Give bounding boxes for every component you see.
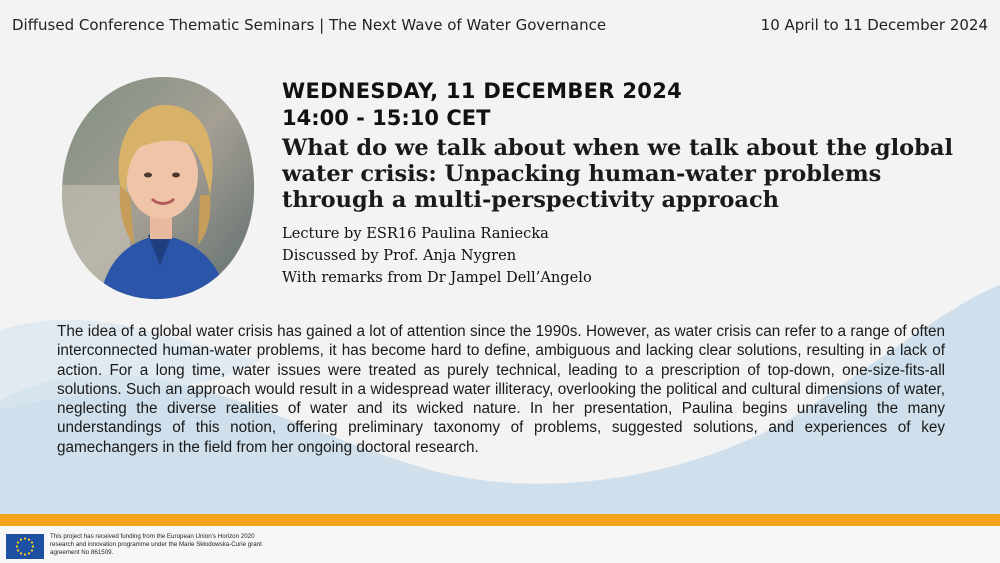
event-time: 14:00 - 15:10 CET <box>282 106 491 130</box>
abstract-text: The idea of a global water crisis has gained a lot of attention since the 1990s. However, as water crisis can refer to a range of often interconnected human-water problems, it has become hard to define, ambiguous and lacking clear solutions, resulting in a lack of action. For a long time, water issues were treated as purely technical, leading to a prescription of top-down, one-size-fits-all solutions. Such an approach would result in a widespread water illiteracy, overlooking the political and cultural dimensions of water, neglecting the diverse realities of water and its wicked nature. In her presentation, Paulina begins unraveling the many understandings of this notion, offering preliminary taxonomy of problems, suggested solutions, and experiences of key gamechangers in the field from her ongoing doctoral research. <box>57 323 945 456</box>
funding-notice: This project has received funding from the European Union’s Horizon 2020 research and innovation programme under the Marie Skłodowska-Curie grant agreement No 861509. <box>50 533 262 556</box>
speaker-list <box>282 223 972 289</box>
lecturer: Lecture by ESR16 Paulina Raniecka <box>282 225 549 242</box>
top-bar <box>12 16 988 34</box>
eu-flag-icon <box>6 534 44 559</box>
speaker-photo <box>60 75 256 301</box>
date-range: 10 April to 11 December 2024 <box>760 16 988 34</box>
event-title: What do we talk about when we talk about the global water crisis: Unpacking human-water problems through a multi-perspectivity approach <box>282 135 954 213</box>
discussant: Discussed by Prof. Anja Nygren <box>282 247 517 264</box>
remarks-by: With remarks from Dr Jampel Dell’Angelo <box>282 269 592 286</box>
event-date: WEDNESDAY, 11 DECEMBER 2024 <box>282 79 683 103</box>
series-title: Diffused Conference Thematic Seminars | The Next Wave of Water Governance <box>12 16 607 34</box>
event-header <box>282 78 972 289</box>
footer <box>0 526 1000 563</box>
accent-bar <box>0 514 1000 526</box>
